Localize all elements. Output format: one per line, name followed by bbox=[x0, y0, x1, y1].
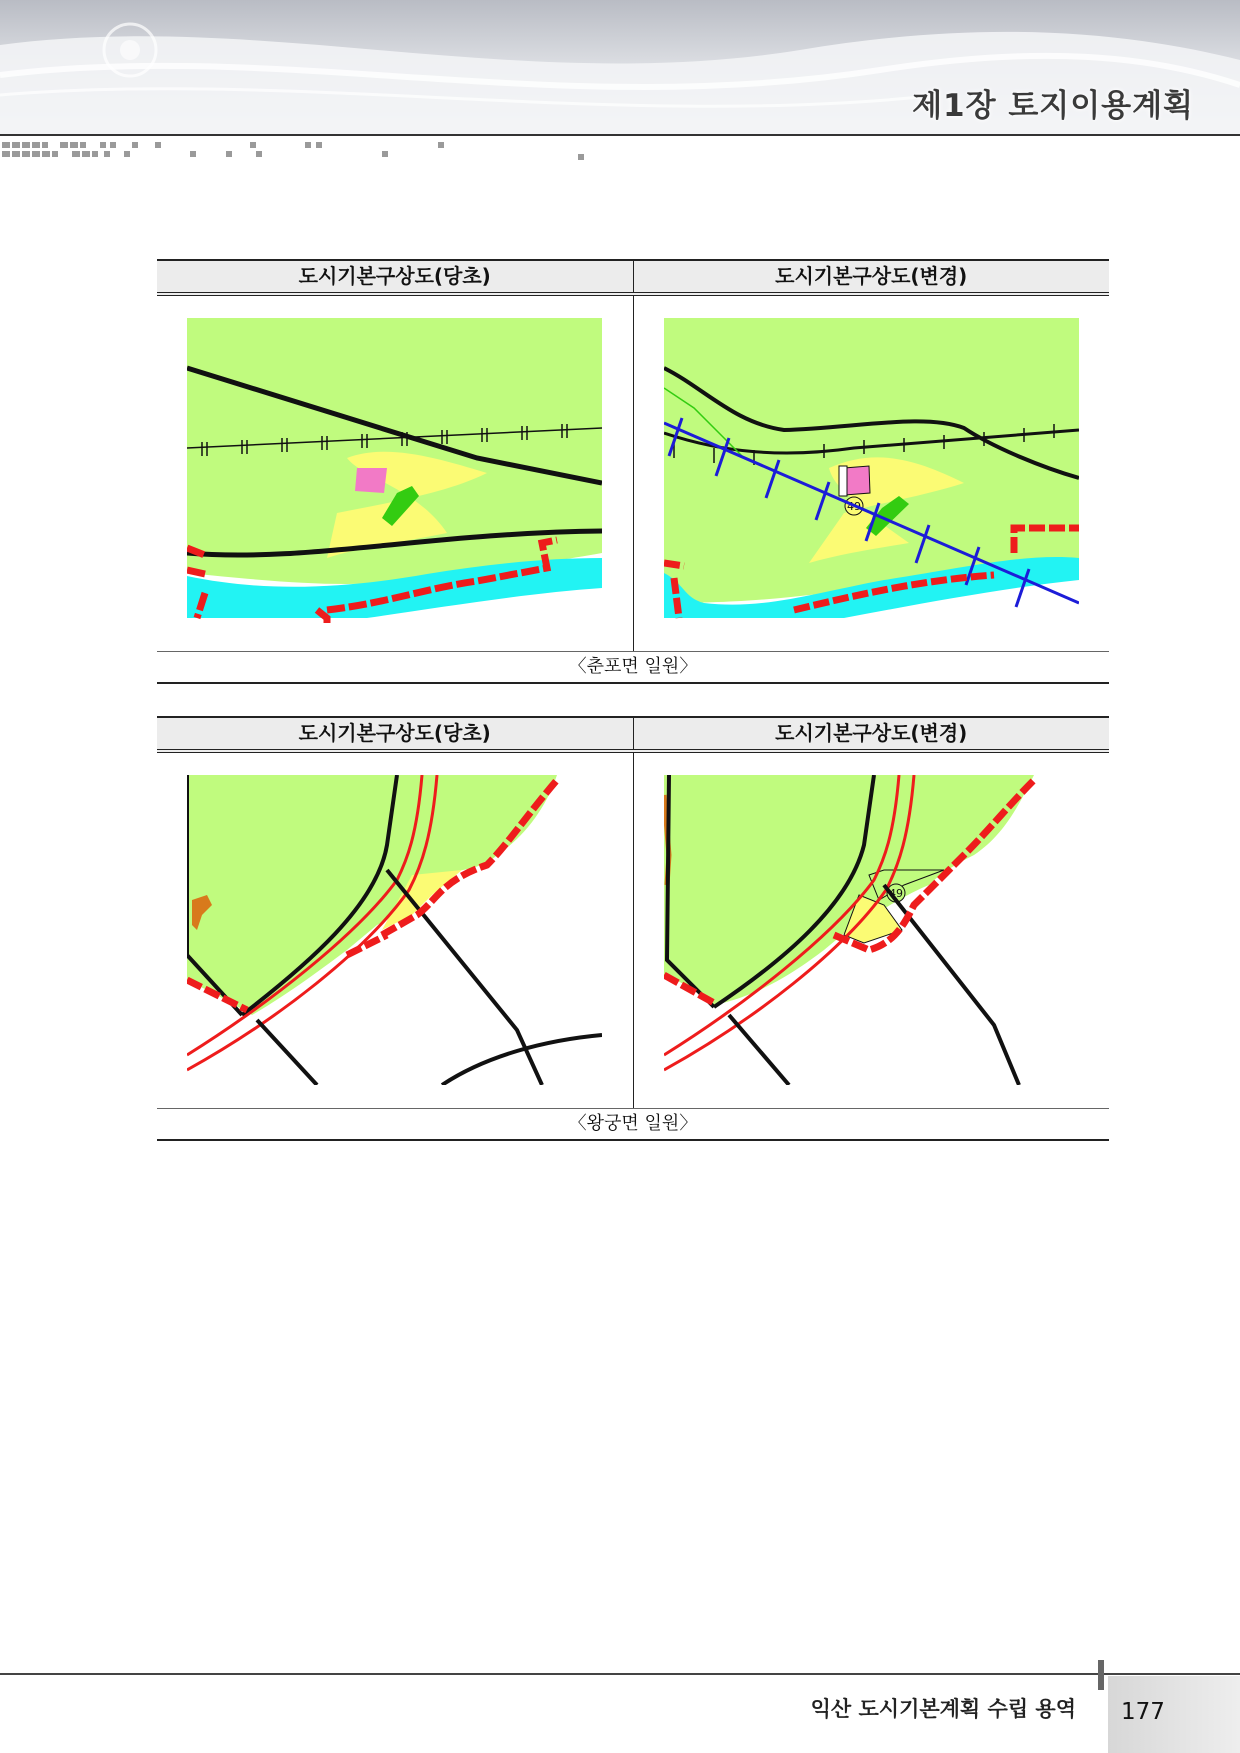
revised-map-cell bbox=[634, 296, 1110, 651]
right-map-title: 도시기본구상도(변경) bbox=[775, 264, 968, 288]
original-plan-map-wanggung bbox=[187, 775, 602, 1085]
figure-maps bbox=[157, 753, 1109, 1109]
left-map-title: 도시기본구상도(당초) bbox=[157, 261, 634, 292]
pixel-pattern-decoration bbox=[0, 140, 620, 162]
revised-map-cell bbox=[634, 753, 1110, 1108]
footer-divider bbox=[0, 1673, 1240, 1675]
right-map-title: 도시기본구상도(변경) bbox=[775, 721, 968, 745]
footer-report-title: 익산 도시기본계획 수립 용역 bbox=[810, 1697, 1076, 1721]
revised-plan-map-chunpo bbox=[664, 318, 1079, 628]
comparison-figure-wanggung bbox=[157, 716, 1109, 1141]
left-map-title: 도시기본구상도(당초) bbox=[157, 718, 634, 749]
original-map-cell bbox=[157, 296, 634, 651]
figure-maps bbox=[157, 296, 1109, 652]
figure-header bbox=[157, 716, 1109, 753]
figure-header bbox=[157, 259, 1109, 296]
footer-tick-mark bbox=[1098, 1660, 1104, 1690]
figure-caption: 〈춘포면 일원〉 bbox=[157, 652, 1109, 684]
revised-plan-map-wanggung bbox=[664, 775, 1079, 1085]
revision-marker-label: 49 bbox=[846, 500, 861, 513]
page-number: 177 bbox=[1121, 1699, 1165, 1725]
original-plan-map-chunpo bbox=[187, 318, 602, 628]
revision-marker-label: 49 bbox=[888, 887, 903, 900]
header-divider bbox=[0, 134, 1240, 136]
comparison-figure-chunpo bbox=[157, 259, 1109, 684]
chapter-title: 제1장 토지이용계획 bbox=[912, 88, 1194, 124]
original-map-cell bbox=[157, 753, 634, 1108]
figure-caption: 〈왕궁면 일원〉 bbox=[157, 1109, 1109, 1141]
